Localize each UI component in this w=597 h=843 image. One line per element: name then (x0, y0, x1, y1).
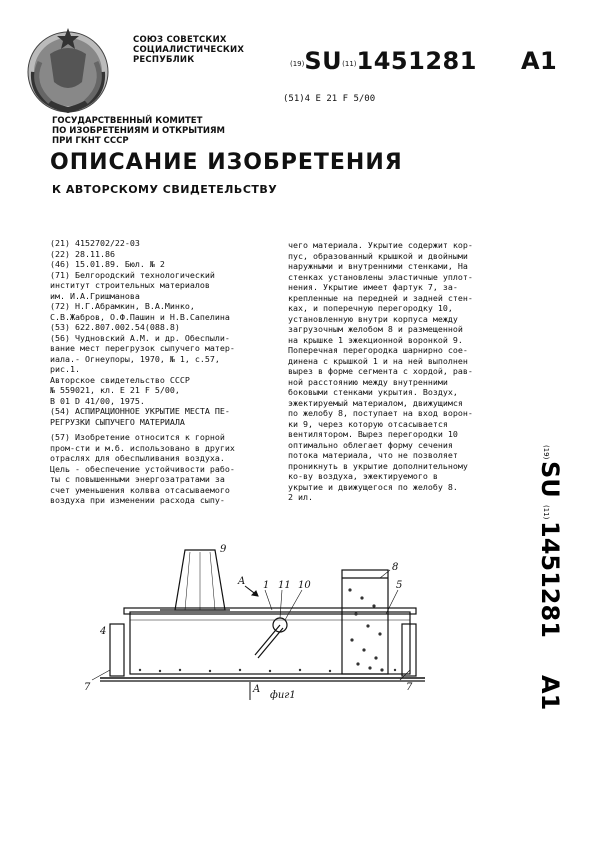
patent-number: 1451281 (356, 47, 477, 75)
abstract-line: ки 9, через которую отсасывается (288, 418, 448, 429)
abstract-line: установленную внутри корпуса между (288, 313, 458, 324)
abstract-line: вентилятором. Вырез перегородки 10 (288, 429, 458, 439)
abstract-left-column (50, 432, 275, 506)
abstract-line: на крышке 1 эжекционной воронкой 9. (288, 334, 463, 345)
abstract-line: крепленные на передней и задней стен- (288, 292, 473, 303)
abstract-line: наружными и внутренними стенками, На (288, 261, 468, 271)
abstract-line: Поперечная перегородка шарнирно сое- (288, 345, 468, 355)
abstract-line: эжектируемый материалом, движущимся (288, 397, 463, 408)
document-heading: ОПИСАНИЕ ИЗОБРЕТЕНИЯ (50, 150, 403, 175)
document-subheading: К АВТОРСКОМУ СВИДЕТЕЛЬСТВУ (52, 183, 278, 196)
vertical-patent-number (528, 445, 588, 745)
patent-kind: A1 (520, 47, 558, 75)
abstract-line: по желобу 8, поступает на вход ворон- (288, 408, 473, 418)
v-code-11: (11) (542, 505, 550, 520)
patent-number-block (290, 47, 590, 77)
biblio-line: им. И.А.Гришманова (50, 290, 140, 301)
code-11: (11) (342, 60, 357, 68)
leader-lines (92, 570, 410, 680)
ussr-emblem-icon (20, 22, 116, 118)
abstract-line: стенках установлены эластичные уплот- (288, 271, 473, 282)
biblio-line: рис.1. (50, 364, 80, 374)
committee-line: ПО ИЗОБРЕТЕНИЯМ И ОТКРЫТИЯМ (52, 126, 225, 136)
abstract-line: нения. Укрытие имеет фартук 7, за- (288, 282, 458, 292)
abstract-line: ко-ву воздуха, эжектируемого в (288, 471, 438, 481)
biblio-line: № 559021, кл. Е 21 F 5/00, (50, 385, 180, 395)
biblio-line: С.В.Жабров, О.Ф.Пашин и Н.В.Сапелина (50, 311, 230, 322)
org-line: РЕСПУБЛИК (133, 55, 195, 65)
abstract-line: ты с повышенными энергозатратами за (50, 474, 225, 484)
biblio-line: (71) Белгородский технологический (50, 269, 215, 280)
biblio-line: (46) 15.01.89. Бюл. № 2 (50, 259, 165, 269)
org-line: СОЦИАЛИСТИЧЕСКИХ (133, 45, 245, 55)
label-9: 9 (220, 544, 227, 555)
abstract-line: пус, образованный крышкой и двойными (288, 250, 468, 261)
label-7-left: 7 (84, 682, 91, 693)
committee (52, 116, 225, 146)
abstract-line: вырез в форме сегмента с хордой, рав- (288, 366, 473, 376)
abstract-line: чего материала. Укрытие содержит кор- (288, 240, 473, 250)
v-code-19: (19) (542, 445, 550, 460)
biblio-line: (72) Н.Г.Абрамкин, В.А.Минко, (50, 301, 195, 311)
biblio-line: (54) АСПИРАЦИОННОЕ УКРЫТИЕ МЕСТА ПЕ- (50, 406, 230, 416)
partition-10 (255, 618, 287, 658)
abstract-line: оптимально облегает форму сечения (288, 439, 453, 450)
abstract-line: 2 ил. (288, 492, 313, 502)
figure-drawing (80, 540, 425, 700)
abstract-line: потока материала, что не позволяет (288, 450, 458, 460)
committee-line: ПРИ ГКНТ СССР (52, 136, 129, 146)
abstract-line: укрытие и движущегося по желобу 8. (288, 481, 458, 492)
biblio-line: (53) 622.807.002.54(088.8) (50, 322, 180, 332)
abstract-line: ной расстоянию между внутренними (288, 376, 448, 387)
funnel-9 (160, 550, 230, 610)
abstract-line: пром-сти и м.б. использовано в других (50, 442, 235, 453)
abstract-line: загрузочным желобом 8 и размещенной (288, 324, 463, 334)
abstract-line: Цель - обеспечение устойчивости рабо- (50, 463, 235, 474)
abstract-line: динена с крышкой 1 и на ней выполнен (288, 355, 468, 366)
housing (100, 608, 425, 681)
biblio-line: вание мест перегрузок сыпучего матер- (50, 343, 235, 353)
section-arrow (245, 586, 261, 700)
label-8: 8 (392, 562, 399, 573)
biblio-line: (22) 28.11.86 (50, 248, 115, 259)
label-4: 4 (100, 626, 107, 637)
abstract-line: боковыми стенками укрытия. Воздух, (288, 387, 458, 397)
v-kind: A1 (536, 675, 564, 711)
abstract-line: (57) Изобретение относится к горной (50, 432, 225, 442)
org-line: СОЮЗ СОВЕТСКИХ (133, 35, 227, 45)
abstract-line: отраслях для обеспыливания воздуха. (50, 453, 225, 463)
biblio-line: институт строительных материалов (50, 280, 210, 290)
material-particles (139, 588, 396, 672)
biblio-line: В 01 D 41/00, 1975. (50, 395, 145, 406)
abstract-right-column (288, 240, 528, 503)
biblio-line: Авторское свидетельство СССР (50, 374, 190, 385)
abstract-line: ках, и поперечную перегородку 10, (288, 303, 453, 313)
country-code: SU (304, 47, 343, 75)
committee-line: ГОСУДАРСТВЕННЫЙ КОМИТЕТ (52, 116, 203, 126)
label-1: 1 (263, 580, 270, 591)
bibliographic-data (50, 238, 275, 427)
label-5: 5 (396, 580, 403, 591)
abstract-line: счет уменьшения колвва отсасываемого (50, 484, 230, 495)
org-name (133, 35, 293, 65)
label-10: 10 (298, 580, 311, 591)
label-a-top: A (238, 576, 246, 587)
figure-labels (84, 544, 413, 700)
abstract-line: проникнуть в укрытие дополнительному (288, 460, 468, 471)
label-a-bottom: A (253, 684, 261, 695)
biblio-line: РЕГРУЗКИ СЫПУЧЕГО МАТЕРИАЛА (50, 416, 185, 427)
code-19: (19) (290, 60, 305, 68)
label-7-right: 7 (406, 682, 413, 693)
biblio-line: (21) 4152702/22-03 (50, 238, 140, 248)
ipc-class: (51)4 E 21 F 5/00 (283, 94, 376, 104)
abstract-line: воздуха при изменении расхода сыпу- (50, 495, 225, 505)
figure-caption: фиг1 (270, 690, 296, 700)
v-patent-number: 1451281 (536, 521, 564, 638)
label-11: 11 (278, 580, 291, 591)
v-country: SU (536, 461, 564, 498)
biblio-line: (56) Чудновский А.М. и др. Обеспыли- (50, 332, 230, 343)
biblio-line: иала.- Огнеупоры, 1970, № 1, с.57, (50, 353, 220, 364)
chute-8 (342, 570, 388, 674)
